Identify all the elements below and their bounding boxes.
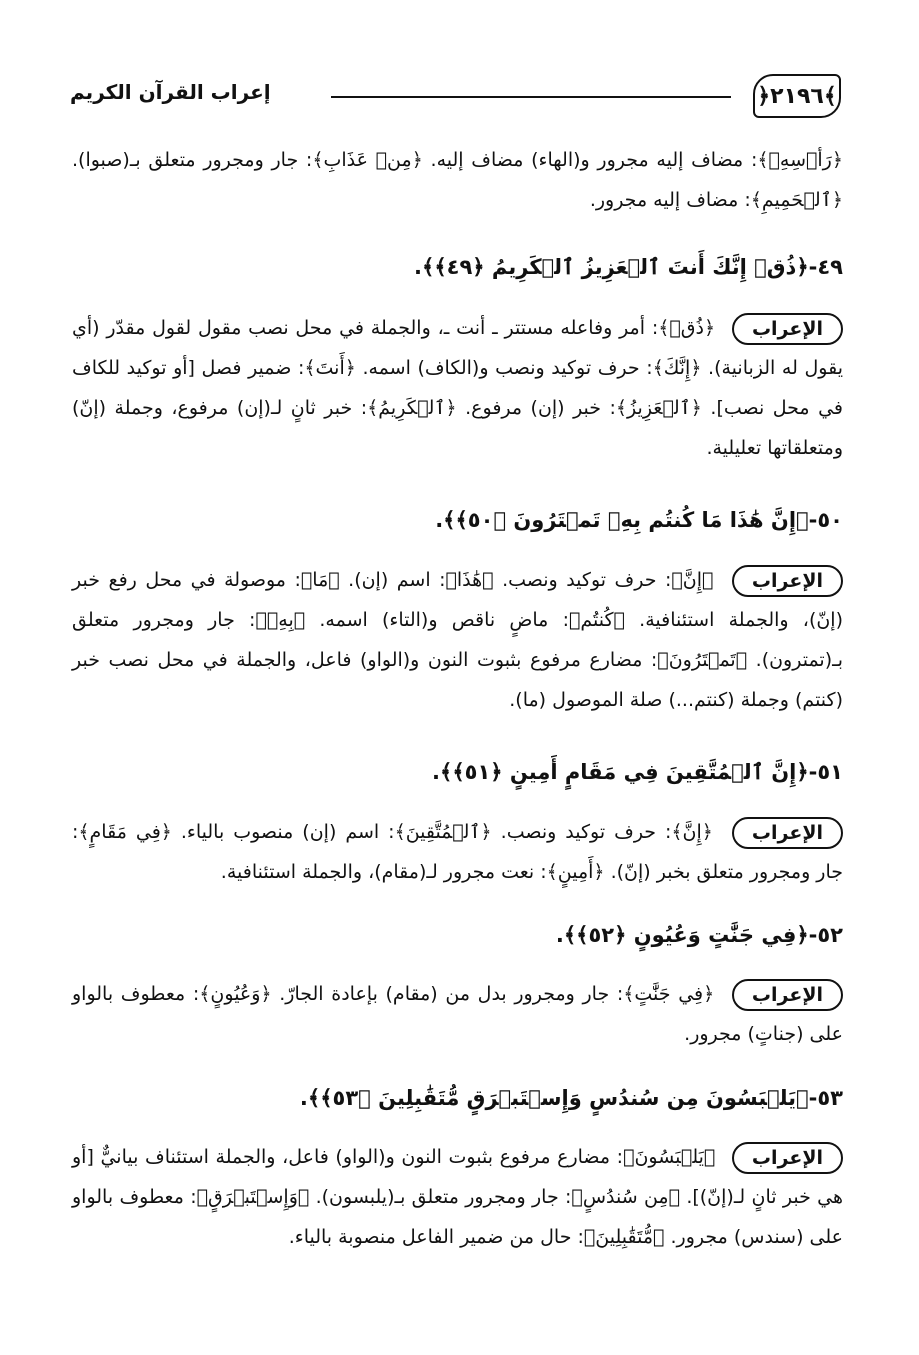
irab-label: الإعراب (732, 313, 843, 345)
verse-51: ٥١-﴿إِنَّ ٱلۡمُتَّقِينَ فِي مَقَامٍ أَمِينٍ ﴿٥١﴾﴾. (432, 760, 843, 784)
verse-53: ٥٣-﴿يَلۡبَسُونَ مِن سُندُسٍ وَإِسۡتَبۡرَقٍ مُّتَقَٰبِلِينَ ﴿٥٣﴾﴾. (299, 1086, 843, 1110)
irab-text: ﴿إِنَّ﴾: حرف توكيد ونصب. ﴿هَٰذَا﴾: اسم (إن). ﴿مَا﴾: موصولة في محل رفع خبر (إنّ)، والجملة استئنافية. ﴿كُنتُم﴾: ماضٍ ناقص و(التاء) اسمه. ﴿بِهِۦ﴾: جار ومجرور متعلق بـ(تمترون). ﴿تَمۡتَرُونَ﴾: مضارع مرفوع بثبوت النون و(الواو) فاعل، والجملة في محل نصب خبر (كنتم) وجملة (كنتم...) صلة الموصول (ما). (72, 569, 843, 711)
verse-52: ٥٢-﴿فِي جَنَّٰتٍ وَعُيُونٍ ﴿٥٢﴾﴾. (555, 923, 843, 947)
verse-50: ٥٠-﴿إِنَّ هَٰذَا مَا كُنتُم بِهِۦ تَمۡتَرُونَ ﴿٥٠﴾﴾. (435, 508, 843, 532)
irab-52 (72, 974, 843, 1054)
irab-text: ﴿يَلۡبَسُونَ﴾: مضارع مرفوع بثبوت النون و(الواو) فاعل، والجملة استئناف بيانيٌّ [أو هي خبر ثانٍ لـ(إنّ)]. ﴿مِن سُندُسٍ﴾: جار ومجرور متعلق بـ(يلبسون). ﴿وَإِسۡتَبۡرَقٍ﴾: معطوف بالواو على (سندس) مجرور. ﴿مُّتَقَٰبِلِينَ﴾: حال من ضمير الفاعل منصوبة بالياء. (72, 1146, 843, 1248)
irab-49 (72, 308, 843, 468)
irab-51 (72, 812, 843, 892)
irab-text: ﴿فِي جَنَّٰتٍ﴾: جار ومجرور بدل من (مقام) بإعادة الجارّ. ﴿وَعُيُونٍ﴾: معطوف بالواو على (جناتٍ) مجرور. (72, 983, 843, 1045)
irab-label: الإعراب (732, 979, 843, 1011)
irab-text: ﴿إِنَّ﴾: حرف توكيد ونصب. ﴿ٱلۡمُتَّقِينَ﴾: اسم (إن) منصوب بالياء. ﴿فِي مَقَامٍ﴾: جار ومجرور متعلق بخبر (إنّ). ﴿أَمِينٍ﴾: نعت مجرور لـ(مقام)، والجملة استئنافية. (72, 821, 843, 883)
header-divider (331, 96, 731, 98)
irab-label: الإعراب (732, 1142, 843, 1174)
irab-label: الإعراب (732, 565, 843, 597)
irab-label: الإعراب (732, 817, 843, 849)
irab-53 (72, 1137, 843, 1257)
page-header (70, 70, 841, 120)
book-title: إعراب القرآن الكريم (70, 80, 271, 104)
page-number: ﴿٢١٩٦﴾ (753, 74, 841, 118)
continuation-paragraph: ﴿رَأۡسِهِۦ﴾: مضاف إليه مجرور و(الهاء) مضاف إليه. ﴿مِنۡ عَذَابِ﴾: جار ومجرور متعلق بـ(صبوا). ﴿ٱلۡحَمِيمِ﴾: مضاف إليه مجرور. (72, 149, 843, 211)
irab-50 (72, 560, 843, 720)
irab-text: ﴿ذُقۡ﴾: أمر وفاعله مستتر ـ أنت ـ، والجملة في محل نصب مقول لقول مقدّر (أي يقول له الزبانية). ﴿إِنَّكَ﴾: حرف توكيد ونصب و(الكاف) اسمه. ﴿أَنتَ﴾: ضمير فصل [أو توكيد للكاف في محل نصب]. ﴿ٱلۡعَزِيزُ﴾: خبر (إن) مرفوع. ﴿ٱلۡكَرِيمُ﴾: خبر ثانٍ لـ(إن) مرفوع، وجملة (إنّ) ومتعلقاتها تعليلية. (72, 317, 843, 459)
verse-49: ٤٩-﴿ذُقۡ إِنَّكَ أَنتَ ٱلۡعَزِيزُ ٱلۡكَرِيمُ ﴿٤٩﴾﴾. (414, 255, 843, 279)
